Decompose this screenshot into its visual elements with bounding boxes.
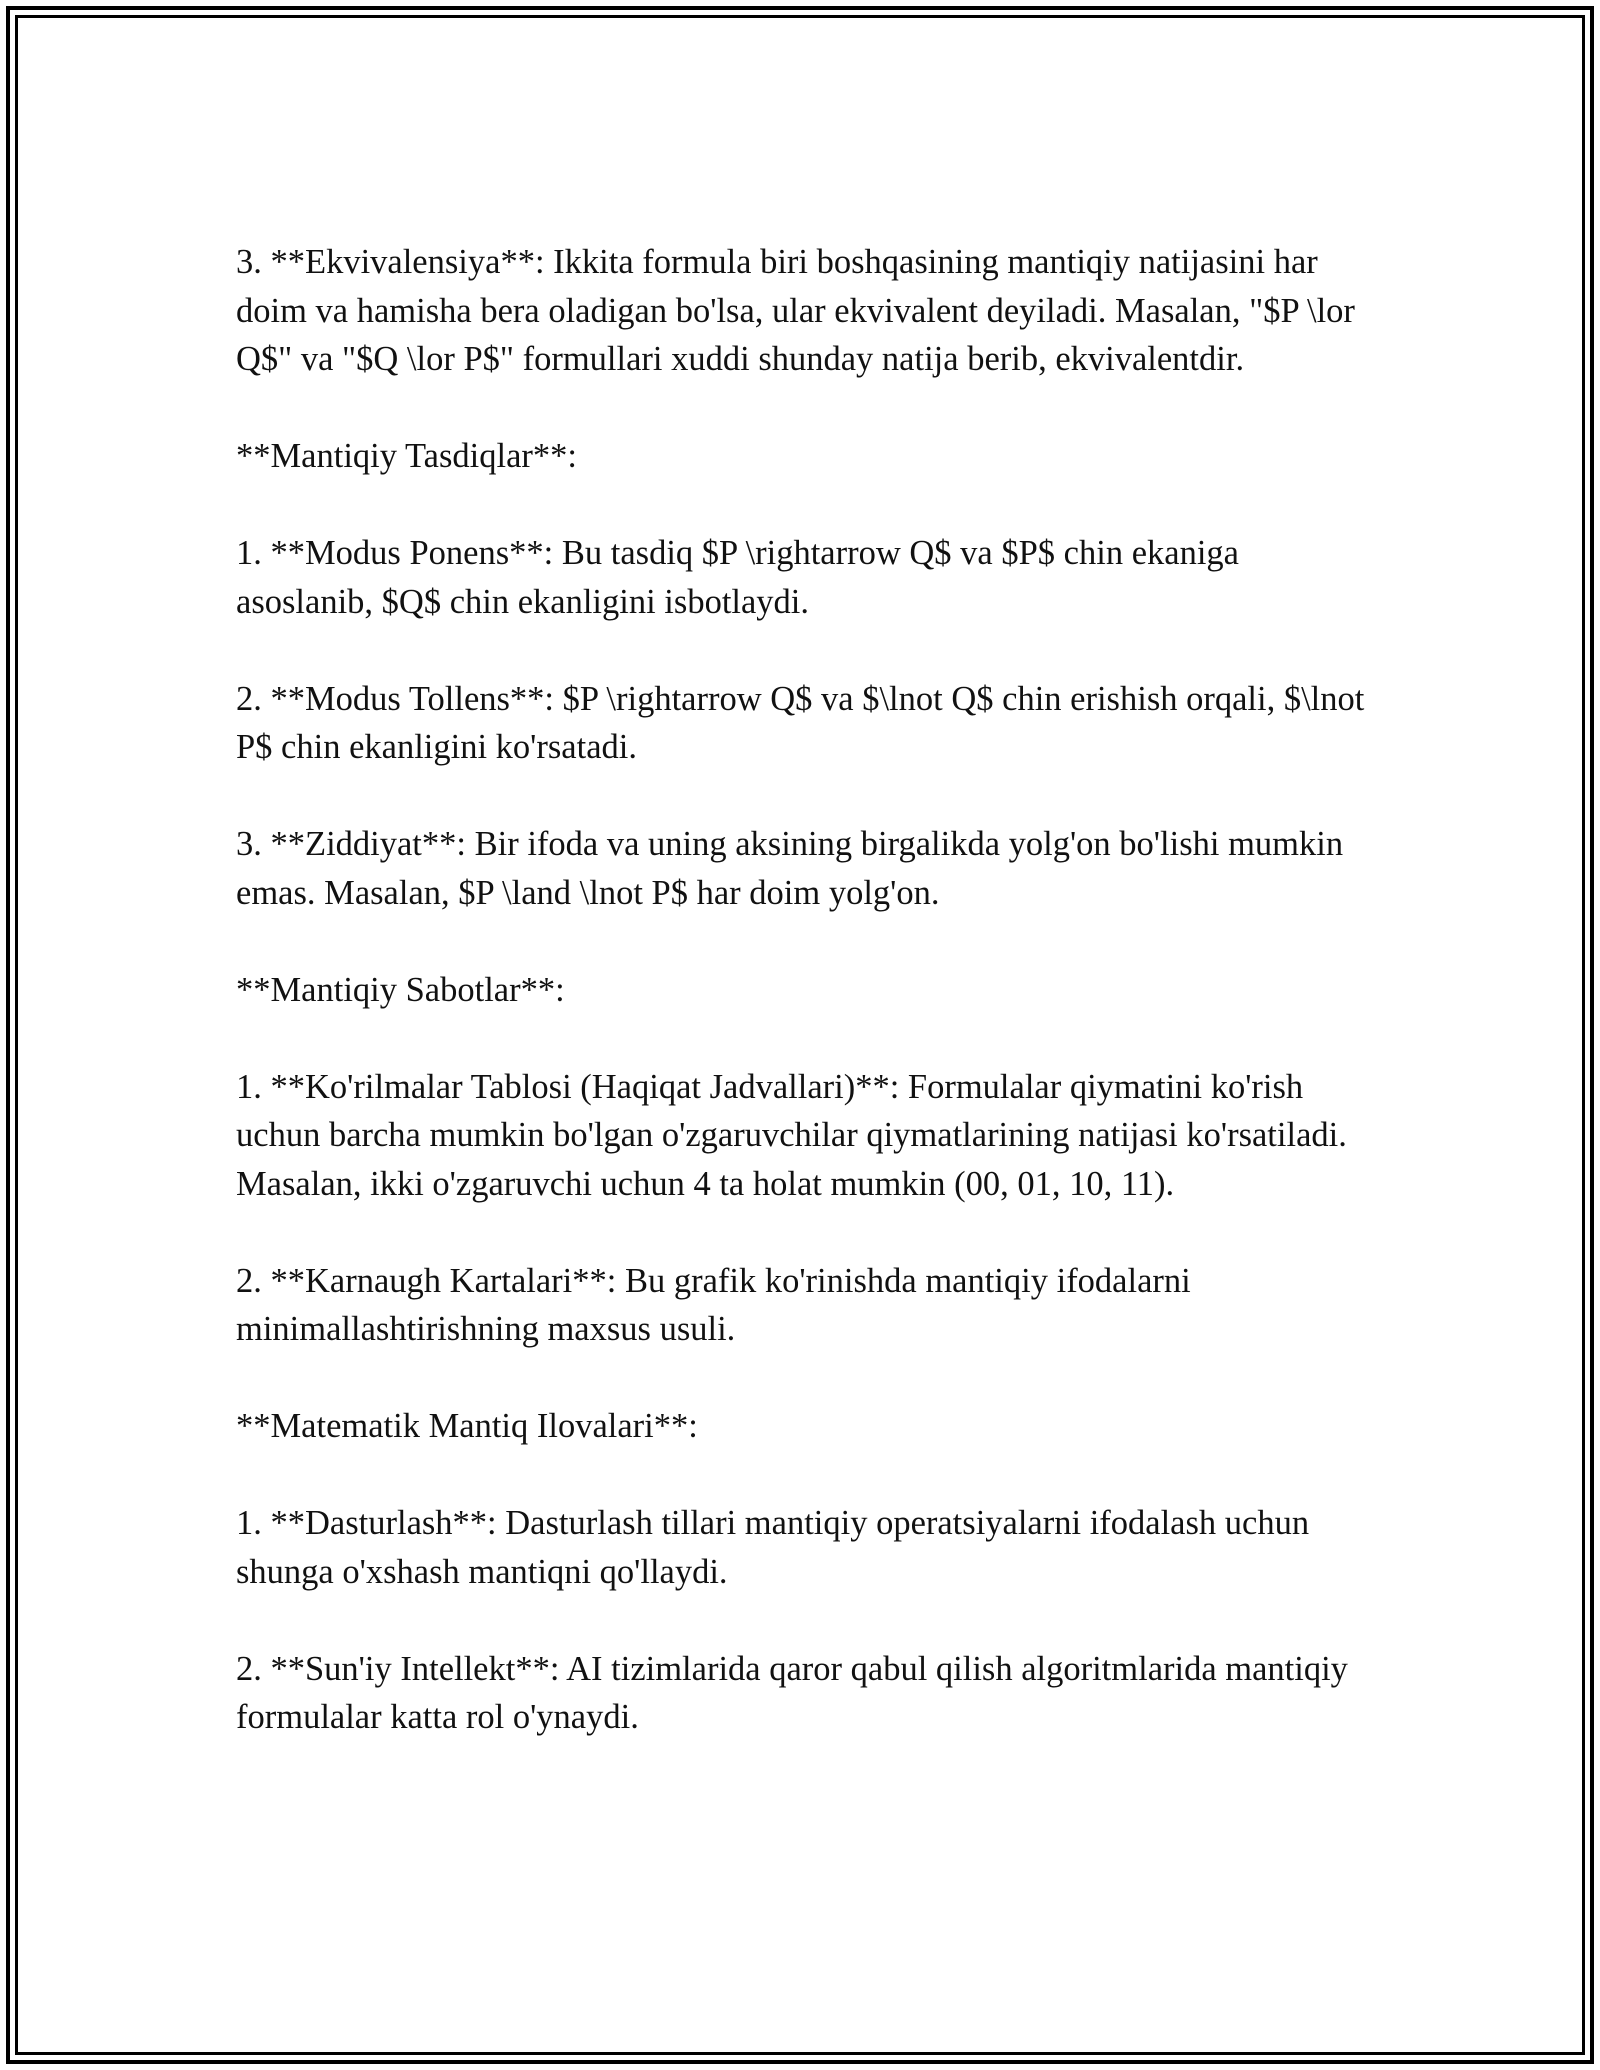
paragraph-korilmalar-tablosi: 1. **Ko'rilmalar Tablosi (Haqiqat Jadvallari)**: Formulalar qiymatini ko'rish uchun barcha mumkin bo'lgan o'zgaruvchilar qiymatlarining natijasi ko'rsatiladi. Masalan, ikki o'zgaruvchi uchun 4 ta holat mumkin (00, 01, 10, 11). bbox=[236, 1067, 1356, 1203]
heading-matematik-mantiq-ilovalari: **Matematik Mantiq Ilovalari**: bbox=[236, 1407, 698, 1445]
paragraph-modus-tollens: 2. **Modus Tollens**: $P \rightarrow Q$ va $\lnot Q$ chin erishish orqali, $\lnot P$ chin ekanligini ko'rsatadi. bbox=[236, 679, 1373, 766]
document-body bbox=[236, 238, 1373, 1790]
heading-mantiqiy-sabotlar: **Mantiqiy Sabotlar**: bbox=[236, 970, 565, 1009]
paragraph-karnaugh-kartalari: 2. **Karnaugh Kartalari**: Bu grafik ko'rinishda mantiqiy ifodalarni minimallashtirishning maxsus usuli. bbox=[236, 1261, 1200, 1348]
paragraph-suniy-intellekt: 2. **Sun'iy Intellekt**: AI tizimlarida qaror qabul qilish algoritmlarida mantiqiy formulalar katta rol o'ynaydi. bbox=[236, 1649, 1357, 1736]
paragraph-modus-ponens: 1. **Modus Ponens**: Bu tasdiq $P \rightarrow Q$ va $P$ chin ekaniga asoslanib, $Q$ chin ekanligini isbotlaydi. bbox=[236, 534, 1248, 621]
paragraph-dasturlash: 1. **Dasturlash**: Dasturlash tillari mantiqiy operatsiyalarni ifodalash uchun shunga o'xshash mantiqni qo'llaydi. bbox=[236, 1504, 1318, 1591]
heading-mantiqiy-tasdiqlar: **Mantiqiy Tasdiqlar**: bbox=[236, 437, 577, 475]
paragraph-ziddiyat: 3. **Ziddiyat**: Bir ifoda va uning aksining birgalikda yolg'on bo'lishi mumkin emas. Masalan, $P \land \lnot P$ har doim yolg'on. bbox=[236, 825, 1352, 912]
paragraph-ekvivalensiya: 3. **Ekvivalensiya**: Ikkita formula biri boshqasining mantiqiy natijasini har doim va hamisha bera oladigan bo'lsa, ular ekvivalent deyiladi. Masalan, "$P \lor Q$" va "$Q \lor P$" formullari xuddi shunday natija berib, ekvivalentdir. bbox=[236, 243, 1364, 378]
